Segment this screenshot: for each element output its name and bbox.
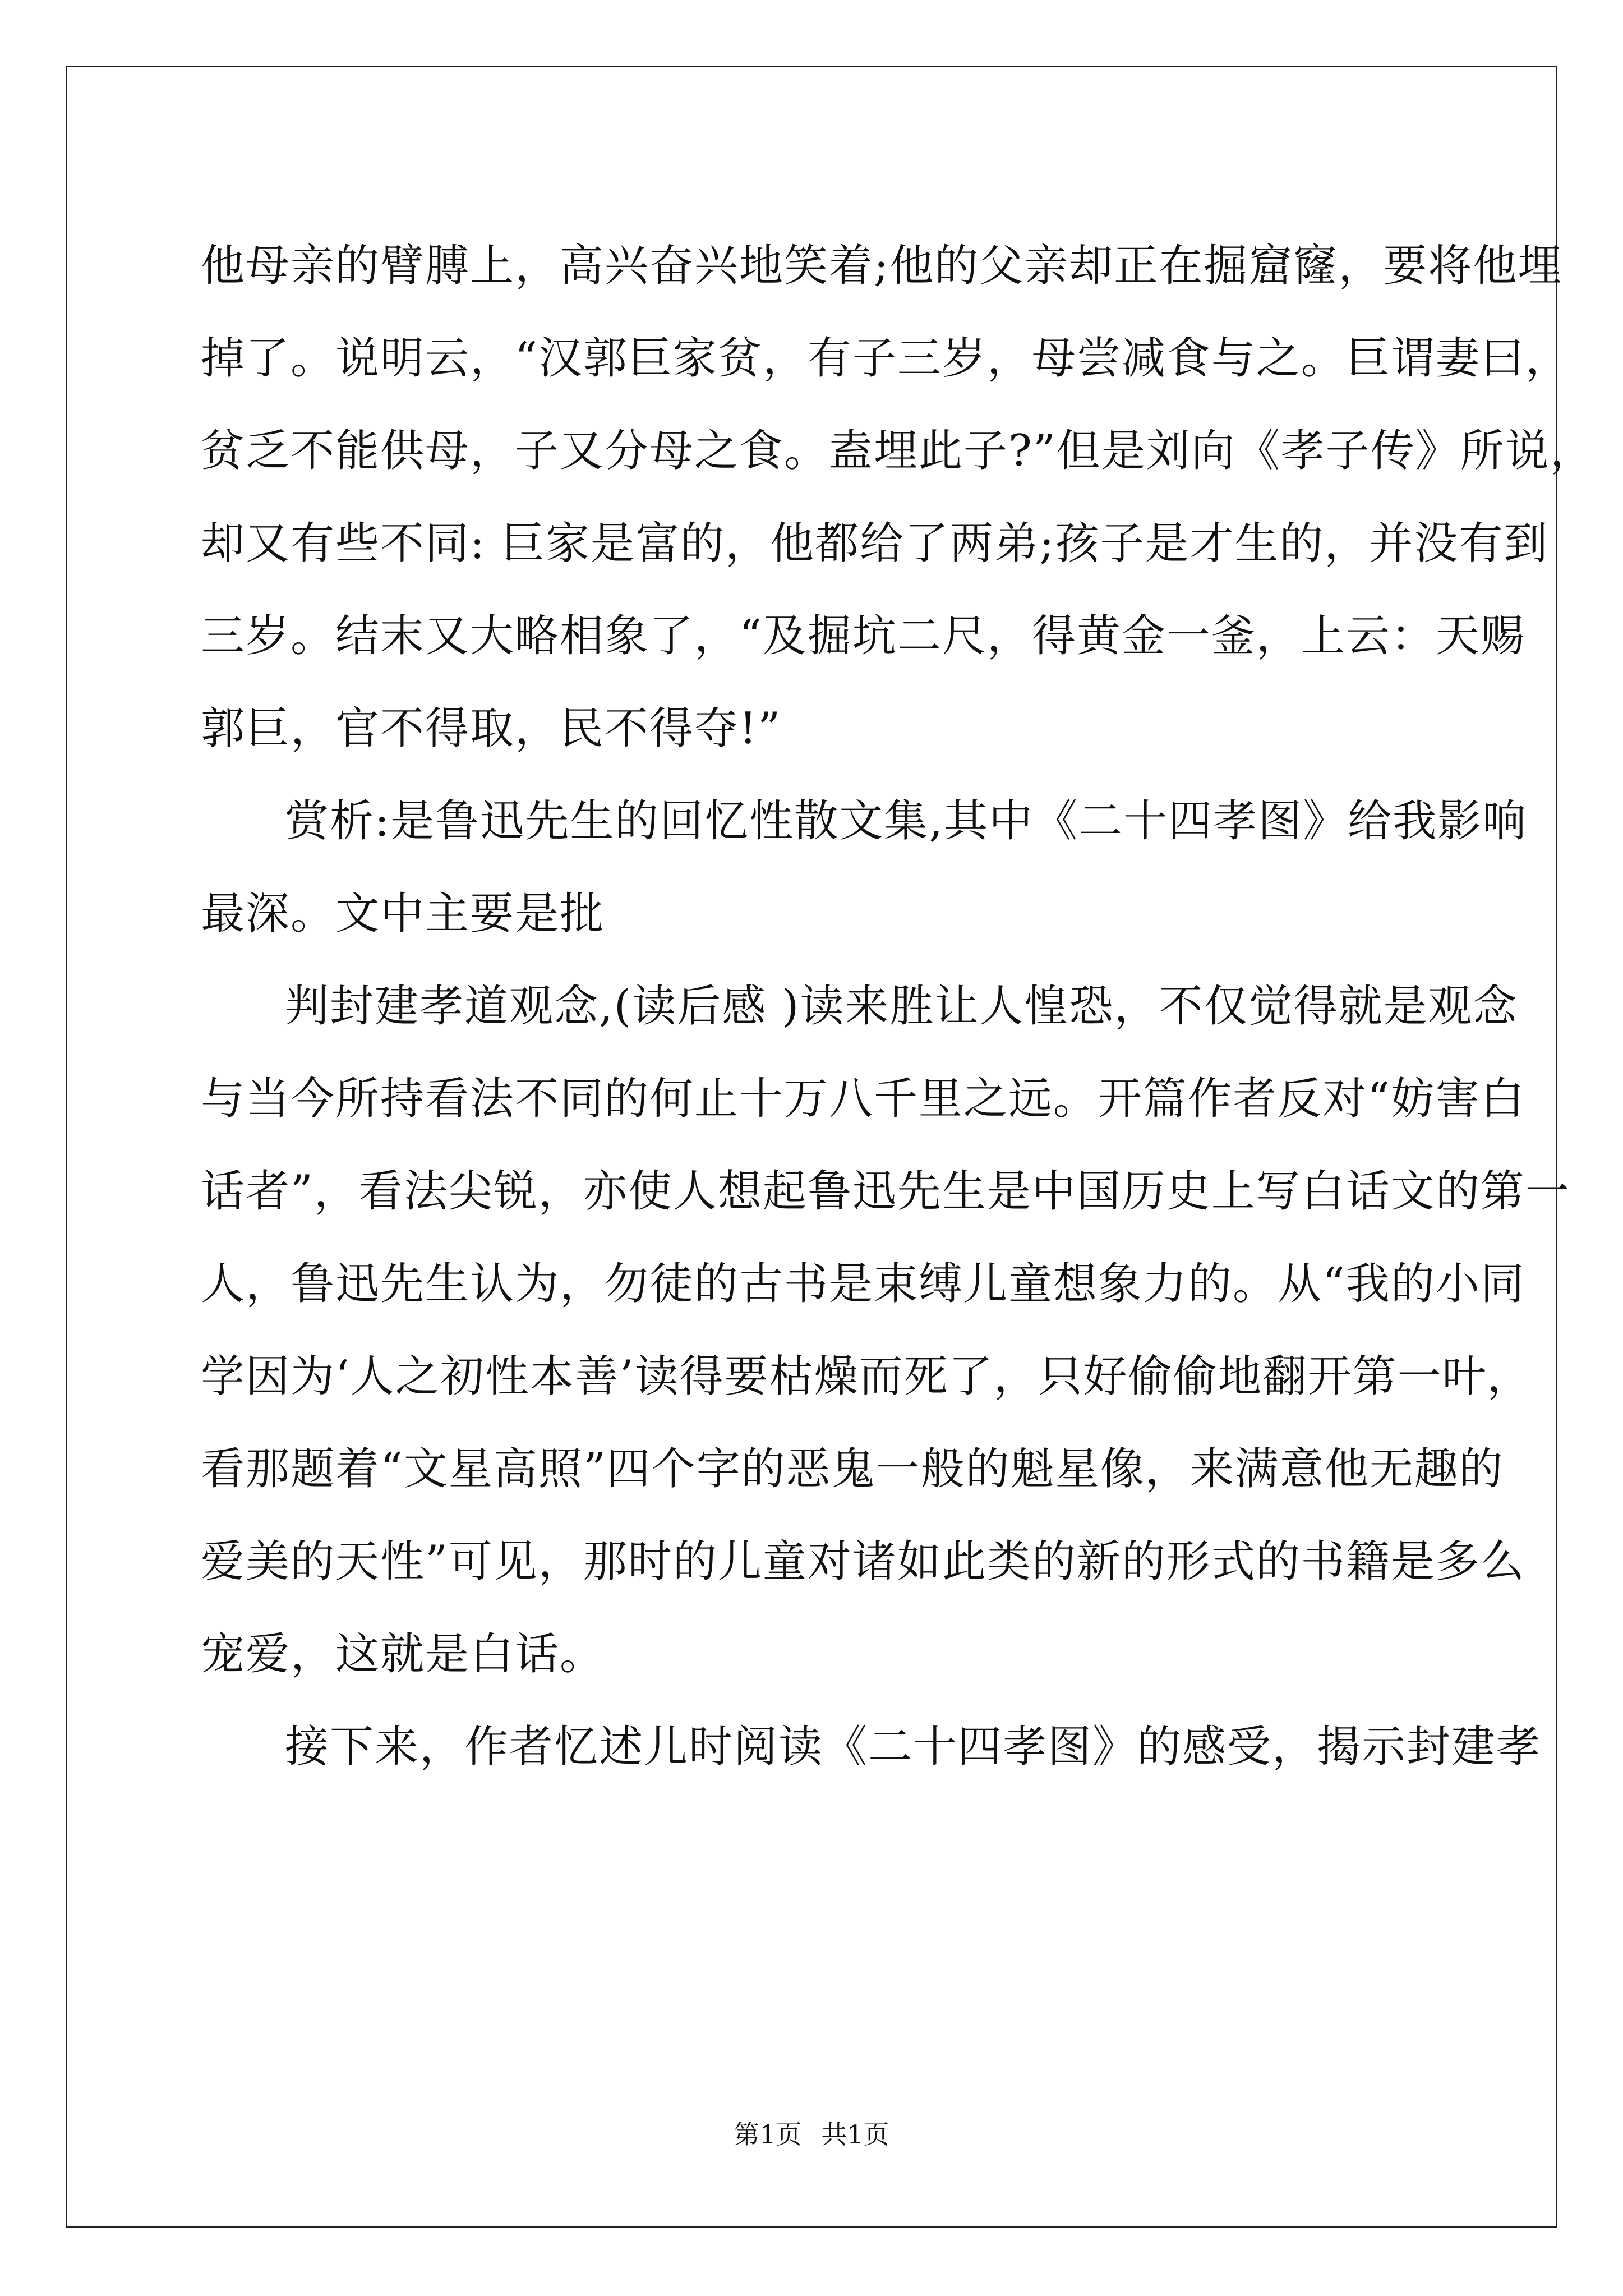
text-line-17: 接下来，作者忆述儿时阅读《二十四孝图》的感受，揭示封建孝 — [285, 1722, 1542, 1772]
document-body — [201, 220, 1595, 1793]
text-line-4: 却又有些不同: 巨家是富的，他都给了两弟;孩子是才生的，并没有到 — [201, 518, 1549, 569]
text-line-16: 宠爱，这就是白话。 — [201, 1629, 605, 1680]
text-line-7: 赏析:是鲁迅先生的回忆性散文集,其中《二十四孝图》给我影响 — [285, 796, 1528, 846]
text-line-2: 掉了。说明云，“汉郭巨家贫，有子三岁，母尝减食与之。巨谓妻曰， — [201, 333, 1570, 384]
page-number-current: 第1页 — [734, 2119, 802, 2150]
text-line-10: 与当今所持看法不同的何止十万八千里之远。开篇作者反对“妨害白 — [201, 1074, 1525, 1124]
text-line-12: 人，鲁迅先生认为，勿徒的古书是束缚儿童想象力的。从“我的小同 — [201, 1259, 1525, 1309]
text-line-9: 判封建孝道观念,(读后感 )读来胜让人惶恐，不仅觉得就是观念 — [285, 981, 1518, 1032]
text-line-6: 郭巨，官不得取，民不得夺!” — [201, 703, 782, 754]
text-line-8: 最深。文中主要是批 — [201, 889, 605, 939]
text-line-11: 话者”，看法尖锐，亦使人想起鲁迅先生是中国历史上写白话文的第一 — [201, 1166, 1570, 1217]
text-line-5: 三岁。结末又大略相象了，“及掘坑二尺，得黄金一釜，上云：天赐 — [201, 611, 1525, 661]
text-line-3: 贫乏不能供母，子又分母之食。盍埋此子?”但是刘向《孝子传》所说， — [201, 426, 1595, 476]
text-line-14: 看那题着“文星高照”四个字的恶鬼一般的魁星像，来满意他无趣的 — [201, 1444, 1504, 1494]
page-footer — [0, 2118, 1623, 2151]
text-line-15: 爱美的天性”可见，那时的儿童对诸如此类的新的形式的书籍是多么 — [201, 1536, 1525, 1587]
text-line-13: 学因为‘人之初性本善’读得要枯燥而死了，只好偷偷地翻开第一叶， — [201, 1351, 1532, 1402]
text-line-1: 他母亲的臂膊上，高兴奋兴地笑着;他的父亲却正在掘窟窿，要将他埋 — [201, 241, 1563, 291]
page-number-total: 共1页 — [821, 2119, 889, 2150]
